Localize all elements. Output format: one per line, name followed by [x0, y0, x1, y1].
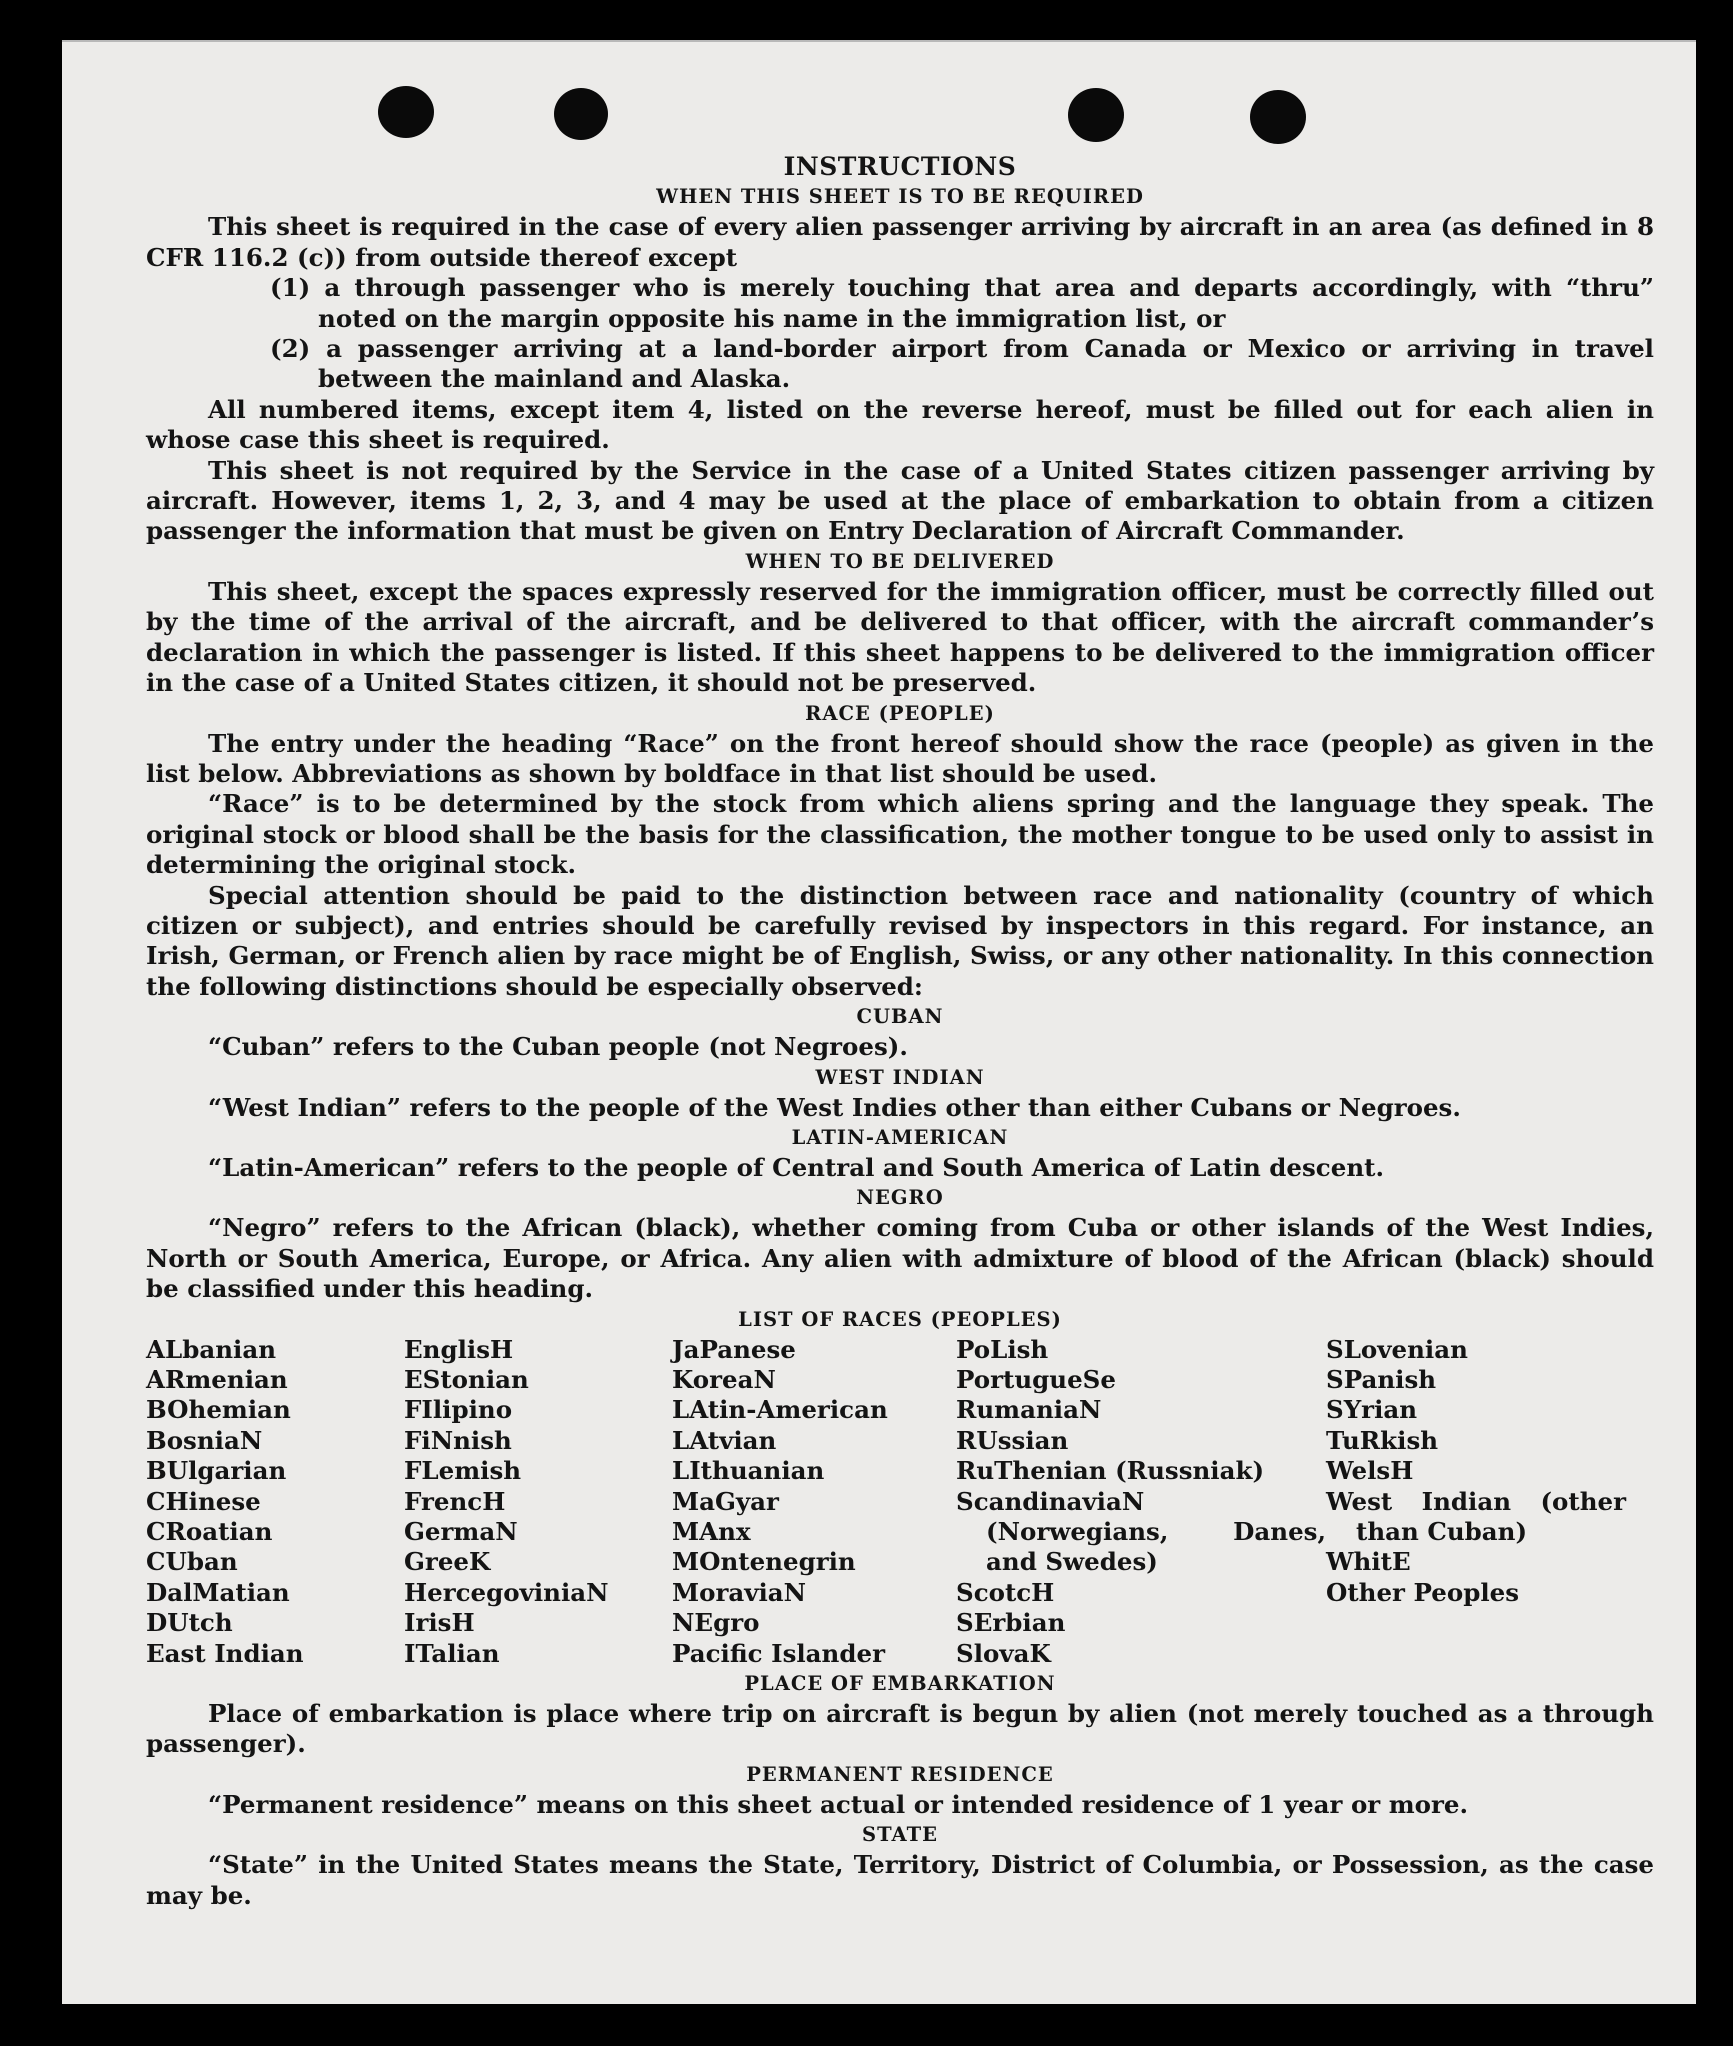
race-item: DalMatian — [146, 1577, 290, 1607]
race-item: SPanish — [1326, 1365, 1437, 1394]
race-column-5 — [1326, 1335, 1626, 1669]
race-item: TuRkish — [1326, 1425, 1439, 1455]
race-item: MaGyar — [672, 1486, 779, 1516]
numbered-item-2: (2) a passenger arriving at a land-border airport from Canada or Mexico or arriving in travel between the mainland and Alaska. — [270, 334, 1654, 394]
section-heading-west-indian: WEST INDIAN — [815, 1065, 985, 1089]
section-heading-embarkation: PLACE OF EMBARKATION — [744, 1672, 1056, 1696]
race-column-4 — [956, 1335, 1326, 1669]
punch-hole — [554, 88, 608, 140]
race-item: LIthuanian — [672, 1456, 825, 1486]
race-item: FIlipino — [404, 1395, 513, 1425]
race-item: CHinese — [146, 1486, 261, 1516]
race-column-2 — [404, 1335, 672, 1669]
race-item: RumaniaN — [956, 1395, 1102, 1425]
paragraph: All numbered items, except item 4, listed on the reverse hereof, must be filled out for each alien in whose case this sheet is required. — [146, 394, 1654, 455]
race-item: MOntenegrin — [672, 1547, 856, 1577]
race-column-1 — [146, 1335, 404, 1669]
race-item: ARmenian — [146, 1365, 288, 1394]
section-heading-when-delivered: WHEN TO BE DELIVERED — [745, 549, 1055, 573]
race-item: RuThenian (Russniak) — [956, 1456, 1265, 1486]
race-item: FiNnish — [404, 1425, 512, 1455]
section-heading-permanent-residence: PERMANENT RESIDENCE — [746, 1762, 1054, 1786]
paragraph: Place of embarkation is place where trip on aircraft is begun by alien (not merely touched as a through passenger). — [146, 1699, 1654, 1759]
race-item: PoLish — [956, 1334, 1049, 1364]
race-item: LAtvian — [672, 1425, 777, 1455]
race-item: EStonian — [404, 1365, 529, 1394]
paragraph: “Race” is to be determined by the stock from which aliens spring and the language they speak. The original stock or blood shall be the basis for the classification, the mother tongue to be used only to assist in determining the original stock. — [146, 789, 1654, 880]
numbered-item-1: (1) a through passenger who is merely touching that area and departs accordingly, with “thru” noted on the margin opposite his name in the immigration list, or — [270, 273, 1654, 333]
paragraph: This sheet is required in the case of every alien passenger arriving by aircraft in an area (as defined in 8 CFR 116.2 (c)) from outside thereof except — [146, 212, 1654, 272]
race-item: GermaN — [404, 1517, 518, 1547]
document-sheet — [62, 40, 1696, 2004]
race-item: KoreaN — [672, 1365, 776, 1394]
race-item: RUssian — [956, 1425, 1069, 1455]
race-item: West Indian (other than Cuban) — [1326, 1486, 1626, 1547]
race-item: EnglisH — [404, 1334, 514, 1364]
race-item: ScotcH — [956, 1577, 1055, 1607]
race-item: East Indian — [146, 1638, 304, 1668]
paragraph: The entry under the heading “Race” on the front hereof should show the race (people) as given in the list below. Abbreviations as shown by boldface in that list should be used. — [146, 728, 1654, 788]
paragraph: “Permanent residence” means on this sheet actual or intended residence of 1 year or more. — [208, 1789, 1469, 1819]
paragraph: “West Indian” refers to the people of the West Indies other than either Cubans or Negroes. — [208, 1092, 1461, 1122]
punch-hole — [378, 86, 434, 138]
section-heading-list-of-races: LIST OF RACES (PEOPLES) — [738, 1307, 1062, 1331]
race-item: SErbian — [956, 1608, 1066, 1638]
punch-hole — [1250, 90, 1306, 144]
race-item: DUtch — [146, 1608, 233, 1638]
race-item: CUban — [146, 1547, 238, 1577]
race-item: NEgro — [672, 1608, 760, 1638]
race-item: BOhemian — [146, 1395, 291, 1425]
race-item: GreeK — [404, 1547, 491, 1577]
race-item: WhitE — [1326, 1547, 1411, 1577]
race-item: Other Peoples — [1326, 1577, 1520, 1607]
race-item: BUlgarian — [146, 1456, 287, 1486]
race-item: WelsH — [1326, 1456, 1414, 1486]
race-item: SlovaK — [956, 1638, 1051, 1668]
punch-hole — [1068, 88, 1124, 142]
section-heading-when-required: WHEN THIS SHEET IS TO BE REQUIRED — [656, 185, 1144, 209]
race-item: SYrian — [1326, 1395, 1418, 1425]
paragraph: “Latin-American” refers to the people of Central and South America of Latin descent. — [208, 1152, 1384, 1182]
section-heading-cuban: CUBAN — [856, 1005, 944, 1029]
race-item: SLovenian — [1326, 1334, 1468, 1364]
paragraph: “State” in the United States means the State, Territory, District of Columbia, or Possession, as the case may be. — [146, 1850, 1654, 1910]
page-title: INSTRUCTIONS — [783, 152, 1017, 181]
race-column-3 — [672, 1335, 956, 1669]
race-item: JaPanese — [672, 1334, 796, 1364]
paragraph: This sheet is not required by the Service in the case of a United States citizen passenger arriving by aircraft. However, items 1, 2, 3, and 4 may be used at the place of embarkation to obtain from a citizen passenger the information that must be given on Entry Declaration of Aircraft Commander. — [146, 455, 1654, 546]
section-heading-latin-american: LATIN-AMERICAN — [791, 1125, 1009, 1149]
race-item: HercegoviniaN — [404, 1577, 609, 1607]
race-item: MAnx — [672, 1517, 751, 1547]
race-item: ITalian — [404, 1638, 500, 1668]
race-item: Pacific Islander — [672, 1638, 885, 1668]
race-item: PortugueSe — [956, 1365, 1116, 1394]
race-item: CRoatian — [146, 1517, 273, 1547]
paragraph: “Negro” refers to the African (black), whether coming from Cuba or other islands of the West Indies, North or South America, Europe, or Africa. Any alien with admixture of blood of the African (black) should be classified under this heading. — [146, 1213, 1654, 1304]
race-item: IrisH — [404, 1608, 475, 1638]
instructions-body — [146, 152, 1654, 1911]
section-heading-state: STATE — [862, 1823, 938, 1847]
race-item: BosniaN — [146, 1425, 263, 1455]
race-item: ScandinaviaN (Norwegians, Danes, and Swedes) — [956, 1486, 1326, 1577]
paragraph: Special attention should be paid to the distinction between race and nationality (country of which citizen or subject), and entries should be carefully revised by inspectors in this regard. For instance, an Irish, German, or French alien by race might be of English, Swiss, or any other nationality. In this connection the following distinctions should be especially observed: — [146, 880, 1654, 1001]
section-heading-race: RACE (PEOPLE) — [805, 701, 995, 725]
paragraph: “Cuban” refers to the Cuban people (not Negroes). — [208, 1032, 908, 1062]
race-item: MoraviaN — [672, 1577, 807, 1607]
race-item: ALbanian — [146, 1334, 277, 1364]
race-item: FLemish — [404, 1456, 522, 1486]
race-item: LAtin-American — [672, 1395, 888, 1425]
race-item: FrencH — [404, 1486, 506, 1516]
race-list-table — [146, 1335, 1654, 1669]
paragraph: This sheet, except the spaces expressly reserved for the immigration officer, must be correctly filled out by the time of the arrival of the aircraft, and be delivered to that officer, with the aircraft commander’s declaration in which the passenger is listed. If this sheet happens to be delivered to the immigration officer in the case of a United States citizen, it should not be preserved. — [146, 576, 1654, 698]
section-heading-negro: NEGRO — [856, 1186, 944, 1210]
